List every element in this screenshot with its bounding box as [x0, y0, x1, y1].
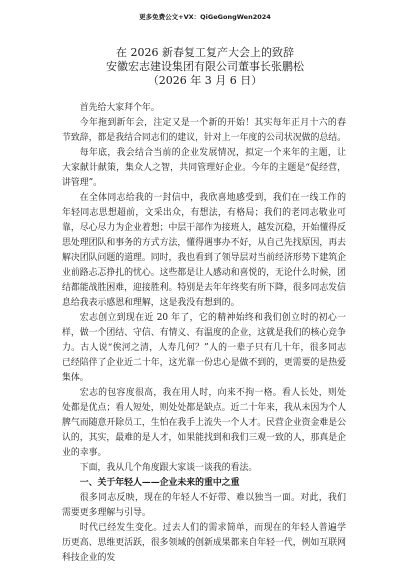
- document-body: [62, 101, 346, 566]
- paragraph-2: 每年底，我会结合当前的企业发展情况，拟定一个来年的主题，让大家献计献策，集众人之智，共同管理好企业。今年的主题是“促经营，讲管理”。: [62, 148, 346, 188]
- paragraph-6: 下面，我从几个角度跟大家谈一谈我的看法。: [79, 463, 258, 473]
- paragraph-8: 时代已经发生变化。过去人们的需求简单，而现在的年轻人普遍学历更高、思维更活跃，很多领域的创新成果都来自年轻一代，例如互联网科技企业的发: [62, 523, 346, 563]
- paragraph-7: 很多同志反映，现在的年轻人不好带、难以独当一面。对此，我们需要更多理解与引导。: [62, 493, 346, 518]
- title-line-2: 安徽宏志建设集团有限公司董事长张鹏松: [106, 60, 304, 73]
- greeting: 首先给大家拜个年。: [79, 103, 160, 113]
- paragraph-1: 今年拖到新年会，注定又是一个新的开始！其实每年正月十六的春节致辞，都是我结合同志们的建议，针对上一年度的公司状况做的总结。: [62, 118, 346, 143]
- section-heading-1: 一、关于年轻人——企业未来的重中之重: [79, 478, 240, 488]
- title-line-1: 在 2026 新春复工复产大会上的致辞: [116, 46, 294, 59]
- header-note: 更多免费公文+VX：QiGeGongWen2024: [139, 13, 271, 21]
- title-line-3: （2026 年 3 月 6 日）: [147, 74, 263, 87]
- paragraph-3: 在全体同志给我的一封信中，我欣喜地感受到，我们在一线工作的年轻同志思想超前，文采出众，有想法，有格局；我们的老同志敬业可靠，尽心尽力为企业着想；中层干部作为接班人，越发沉稳，开始懂得反思处理团队和事务的方式方法，懂得遇事办不好，从自己先找原因，再去解决团队问题的道理。同时，我也看到了领导层对当前经济形势下建筑企业前路忐忑挣扎的忧心。这些都是让人感动和喜悦的，无论什么时候，团结都能战胜困难，迎接胜利。特别是去年年终奖有所下降，很多同志发信息给我表示感恩和理解，这是我没有想到的。: [62, 193, 346, 308]
- paragraph-4: 宏志创立到现在近 20 年了，它的精神始终和我们创立时的初心一样，做一个团结、守信、有情义、有温度的企业，这就是我们的核心竞争力。古人说“俟河之清，人寿几何？”人的一辈子只有几十年，很多同志已经陪伴了企业近二十年，这光靠一份忠心是做不到的，更需要的是热爱集体。: [62, 313, 346, 383]
- paragraph-5: 宏志的包容度很高，我在用人时，向来不拘一格。看人长处，则处处都是优点；看人短处，则处处都是缺点。近二十年来，我从未因为个人脾气而随意开除员工，生怕在我手上流失一个人才。民营企业资金难是公认的，其实，最难的是人才，如果能找到和我们三观一致的人，那真是企业的幸事。: [62, 388, 346, 458]
